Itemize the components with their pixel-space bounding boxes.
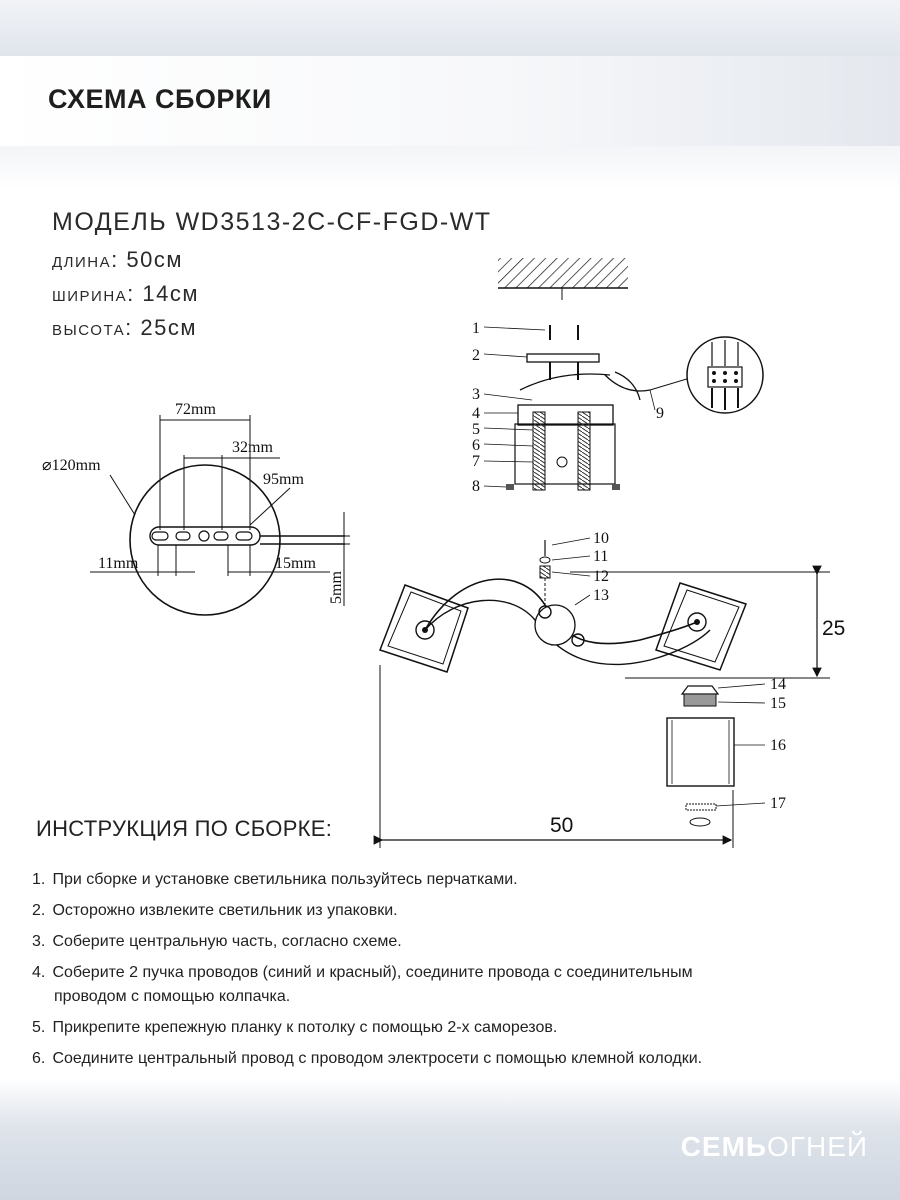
dim-95-label: 95mm: [263, 471, 304, 488]
part-label-4: 4: [472, 405, 480, 422]
spec-height: высота: 25см: [52, 315, 197, 340]
instruction-step: 3. Соберите центральную часть, согласно схеме.: [32, 933, 402, 950]
spec-length: длина: 50см: [52, 247, 183, 272]
instruction-step: 2. Осторожно извлеките светильник из упаковки.: [32, 902, 398, 919]
page-title: СХЕМА СБОРКИ: [48, 84, 272, 114]
mounting-plate: [150, 527, 260, 545]
instruction-step: 4. Соберите 2 пучка проводов (синий и красный), соедините провода с соединительным проводом с помощью колпачка.: [32, 964, 693, 1005]
dim-diameter-label: ⌀120mm: [42, 457, 101, 474]
part-label-12: 12: [593, 568, 609, 585]
bracket-diagram: [42, 401, 350, 615]
instruction-step: 5. Прикрепите крепежную планку к потолку с помощью 2-х саморезов.: [32, 1019, 558, 1036]
height-dim-label: 25: [822, 617, 846, 640]
width-dim-label: 50: [550, 814, 574, 837]
part-label-13: 13: [593, 587, 609, 604]
part-label-3: 3: [472, 386, 480, 403]
part-label-2: 2: [472, 347, 480, 364]
dim-15-label: 15mm: [275, 555, 316, 572]
part-label-15: 15: [770, 695, 786, 712]
part-label-11: 11: [593, 548, 609, 565]
canopy-circle: [130, 465, 280, 615]
part-label-6: 6: [472, 437, 480, 454]
ceiling-hatch: [498, 258, 628, 288]
dim-5-label: 5mm: [328, 571, 345, 604]
part-label-1: 1: [472, 320, 480, 337]
brand-logo: СЕМЬОГНЕЙ: [680, 1131, 868, 1162]
instruction-step: 6. Соедините центральный провод с проводом электросети с помощью клемной колодки.: [32, 1050, 703, 1067]
part-label-9: 9: [656, 405, 664, 422]
part-label-17: 17: [770, 795, 786, 812]
model-name: МОДЕЛЬ WD3513-2C-CF-FGD-WT: [52, 208, 492, 236]
instruction-step: 1. При сборке и установке светильника пользуйтесь перчатками.: [32, 871, 518, 888]
dim-32-label: 32mm: [232, 439, 273, 456]
part-label-10: 10: [593, 530, 609, 547]
fixture-diagram: [380, 530, 845, 848]
instructions-list: [32, 868, 882, 1078]
dim-11-label: 11mm: [98, 555, 139, 572]
part-label-7: 7: [472, 453, 480, 470]
instructions-title: ИНСТРУКЦИЯ ПО СБОРКЕ:: [36, 816, 333, 841]
spec-width: ширина: 14см: [52, 281, 199, 306]
part-label-5: 5: [472, 421, 480, 438]
part-label-8: 8: [472, 478, 480, 495]
parts-diagram: [472, 258, 763, 495]
part-label-16: 16: [770, 737, 786, 754]
dim-72-label: 72mm: [175, 401, 216, 418]
part-label-14: 14: [770, 676, 786, 693]
